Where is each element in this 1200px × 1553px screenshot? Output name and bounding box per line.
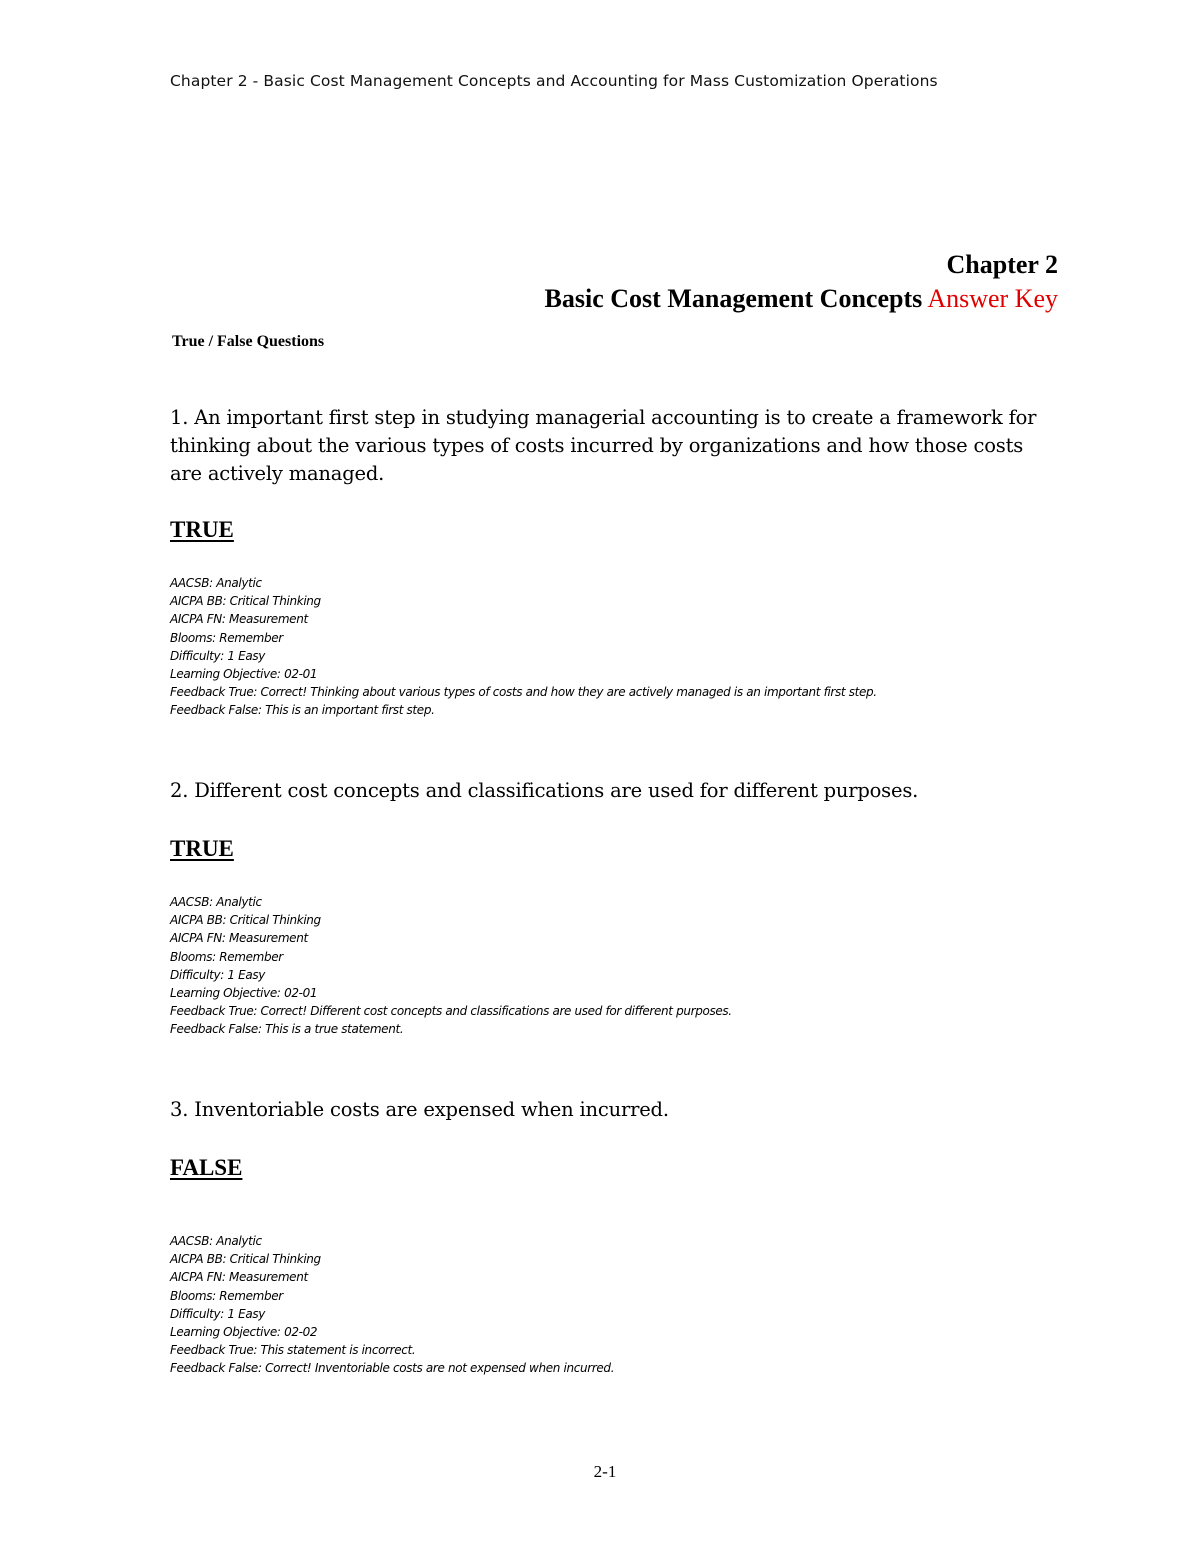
meta-aicpa-fn: AICPA FN: Measurement: [170, 931, 308, 946]
meta-aicpa-bb: AICPA BB: Critical Thinking: [170, 1252, 321, 1267]
question-1: 1. An important first step in studying managerial accounting is to create a framework for thinking about the various types of costs incurred by organizations and how those costs are actively managed.: [170, 406, 1037, 485]
meta-aacsb: AACSB: Analytic: [170, 895, 262, 909]
chapter-subtitle: Basic Cost Management Concepts: [544, 284, 923, 313]
running-header: Chapter 2 - Basic Cost Management Concepts and Accounting for Mass Customization Operations: [170, 72, 938, 90]
answer-key-label: Answer Key: [927, 284, 1058, 313]
meta-feedback-true: Feedback True: Correct! Thinking about various types of costs and how they are actively managed is an important first step.: [170, 685, 877, 700]
page-number: 2-1: [593, 1462, 617, 1481]
metadata-list-2: [170, 893, 732, 1039]
chapter-title: Chapter 2: [946, 250, 1058, 279]
section-label: True / False Questions: [172, 333, 325, 350]
meta-aicpa-bb: AICPA BB: Critical Thinking: [170, 594, 321, 609]
metadata-list-1: [170, 574, 877, 720]
meta-aacsb: AACSB: Analytic: [170, 1234, 262, 1248]
meta-learning-objective: Learning Objective: 02-02: [170, 1325, 318, 1340]
meta-blooms: Blooms: Remember: [170, 949, 283, 964]
meta-feedback-false: Feedback False: This is a true statement.: [170, 1022, 404, 1037]
meta-feedback-false: Feedback False: This is an important first step.: [170, 703, 435, 718]
chapter-subtitle-line: [545, 282, 1058, 316]
question-3: 3. Inventoriable costs are expensed when incurred.: [170, 1098, 669, 1121]
meta-feedback-true: Feedback True: Correct! Different cost concepts and classifications are used for different purposes.: [170, 1004, 732, 1019]
title-block: [545, 248, 1058, 316]
meta-aacsb: AACSB: Analytic: [170, 576, 262, 590]
meta-difficulty: Difficulty: 1 Easy: [170, 967, 265, 982]
meta-difficulty: Difficulty: 1 Easy: [170, 648, 265, 663]
meta-feedback-false: Feedback False: Correct! Inventoriable costs are not expensed when incurred.: [170, 1361, 615, 1376]
metadata-list-3: [170, 1232, 614, 1378]
meta-learning-objective: Learning Objective: 02-01: [170, 667, 318, 682]
answer-3: FALSE: [170, 1155, 243, 1180]
answer-1: TRUE: [170, 517, 234, 542]
meta-learning-objective: Learning Objective: 02-01: [170, 986, 318, 1001]
question-2: 2. Different cost concepts and classifications are used for different purposes.: [170, 779, 919, 802]
meta-aicpa-bb: AICPA BB: Critical Thinking: [170, 913, 321, 928]
meta-blooms: Blooms: Remember: [170, 630, 283, 645]
meta-aicpa-fn: AICPA FN: Measurement: [170, 1270, 308, 1285]
meta-blooms: Blooms: Remember: [170, 1288, 283, 1303]
meta-aicpa-fn: AICPA FN: Measurement: [170, 612, 308, 627]
meta-difficulty: Difficulty: 1 Easy: [170, 1306, 265, 1321]
answer-2: TRUE: [170, 836, 234, 861]
meta-feedback-true: Feedback True: This statement is incorrect.: [170, 1343, 416, 1358]
